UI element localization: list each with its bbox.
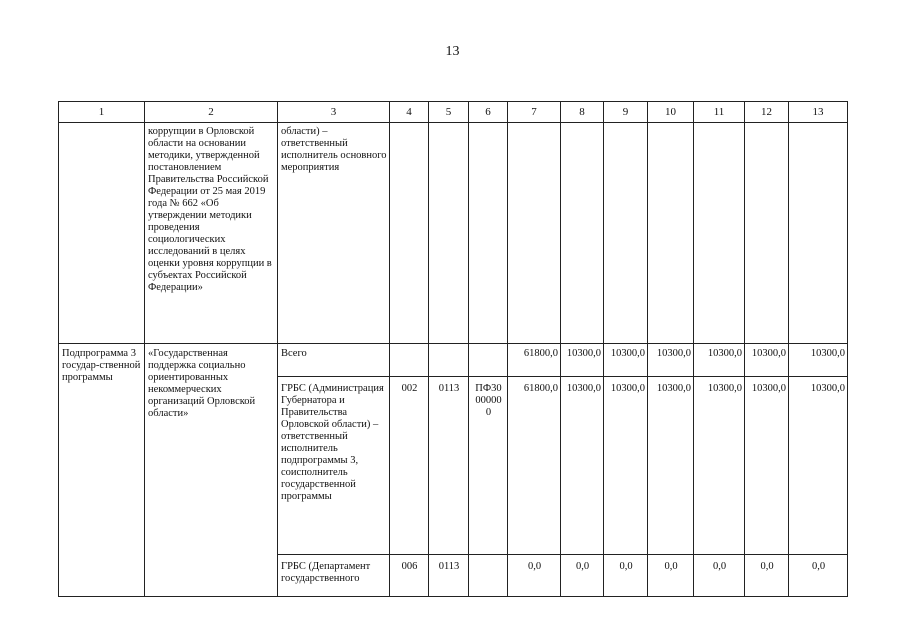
- grbs-code-cell: 006: [390, 555, 429, 597]
- header-cell: 2: [145, 102, 278, 123]
- value-cell: [604, 123, 648, 344]
- value-cell: 0,0: [745, 555, 789, 597]
- value-cell: 0,0: [694, 555, 745, 597]
- value-cell: 10300,0: [694, 377, 745, 555]
- executor-cell: ГРБС (Департамент государственного: [278, 555, 390, 597]
- table-header-row: [59, 102, 848, 123]
- header-cell: 4: [390, 102, 429, 123]
- value-cell: 61800,0: [508, 377, 561, 555]
- header-cell: 5: [429, 102, 469, 123]
- grbs-code-cell: [390, 344, 429, 377]
- header-cell: 10: [648, 102, 694, 123]
- value-cell: 10300,0: [745, 377, 789, 555]
- value-cell: 10300,0: [604, 344, 648, 377]
- target-code-cell: [469, 555, 508, 597]
- header-cell: 13: [789, 102, 848, 123]
- value-cell: 0,0: [508, 555, 561, 597]
- value-cell: [745, 123, 789, 344]
- value-cell: 10300,0: [648, 344, 694, 377]
- value-cell: 10300,0: [694, 344, 745, 377]
- section-code-cell: 0113: [429, 377, 469, 555]
- value-cell: 10300,0: [789, 344, 848, 377]
- header-cell: 6: [469, 102, 508, 123]
- value-cell: [561, 123, 604, 344]
- header-cell: 8: [561, 102, 604, 123]
- executor-cell: Всего: [278, 344, 390, 377]
- measure-name-cell: «Государственная поддержка социально ориентированных некоммерческих организаций Орловской области»: [145, 344, 278, 597]
- table-row: [59, 123, 848, 344]
- section-code-cell: [429, 344, 469, 377]
- target-code-cell: ПФ30 00000 0: [469, 377, 508, 555]
- value-cell: 0,0: [604, 555, 648, 597]
- program-cell: [59, 123, 145, 344]
- value-cell: 10300,0: [648, 377, 694, 555]
- value-cell: [508, 123, 561, 344]
- measure-name-cell: коррупции в Орловской области на основании методики, утвержденной постановлением Правительства Российской Федерации от 25 мая 2019 года № 662 «Об утверждении методики проведения социологических исследований в целях оценки уровня коррупции в субъектах Российской Федерации»: [145, 123, 278, 344]
- value-cell: 10300,0: [745, 344, 789, 377]
- header-cell: 7: [508, 102, 561, 123]
- value-cell: [648, 123, 694, 344]
- budget-table: [58, 101, 848, 597]
- value-cell: 10300,0: [789, 377, 848, 555]
- value-cell: [789, 123, 848, 344]
- target-code-cell: [469, 123, 508, 344]
- value-cell: 61800,0: [508, 344, 561, 377]
- header-cell: 9: [604, 102, 648, 123]
- grbs-code-cell: [390, 123, 429, 344]
- program-cell: Подпрограмма 3 государ-ственной программы: [59, 344, 145, 597]
- target-code-cell: [469, 344, 508, 377]
- value-cell: 0,0: [648, 555, 694, 597]
- executor-cell: ГРБС (Администрация Губернатора и Правительства Орловской области) – ответственный исполнитель подпрограммы 3, соисполнитель государственной программы: [278, 377, 390, 555]
- table-row: [59, 344, 848, 377]
- header-cell: 3: [278, 102, 390, 123]
- section-code-cell: [429, 123, 469, 344]
- section-code-cell: 0113: [429, 555, 469, 597]
- page-number: 13: [445, 44, 460, 59]
- value-cell: 10300,0: [561, 344, 604, 377]
- value-cell: 10300,0: [604, 377, 648, 555]
- value-cell: 10300,0: [561, 377, 604, 555]
- grbs-code-cell: 002: [390, 377, 429, 555]
- value-cell: [694, 123, 745, 344]
- header-cell: 1: [59, 102, 145, 123]
- value-cell: 0,0: [789, 555, 848, 597]
- executor-cell: области) – ответственный исполнитель основного мероприятия: [278, 123, 390, 344]
- value-cell: 0,0: [561, 555, 604, 597]
- header-cell: 11: [694, 102, 745, 123]
- header-cell: 12: [745, 102, 789, 123]
